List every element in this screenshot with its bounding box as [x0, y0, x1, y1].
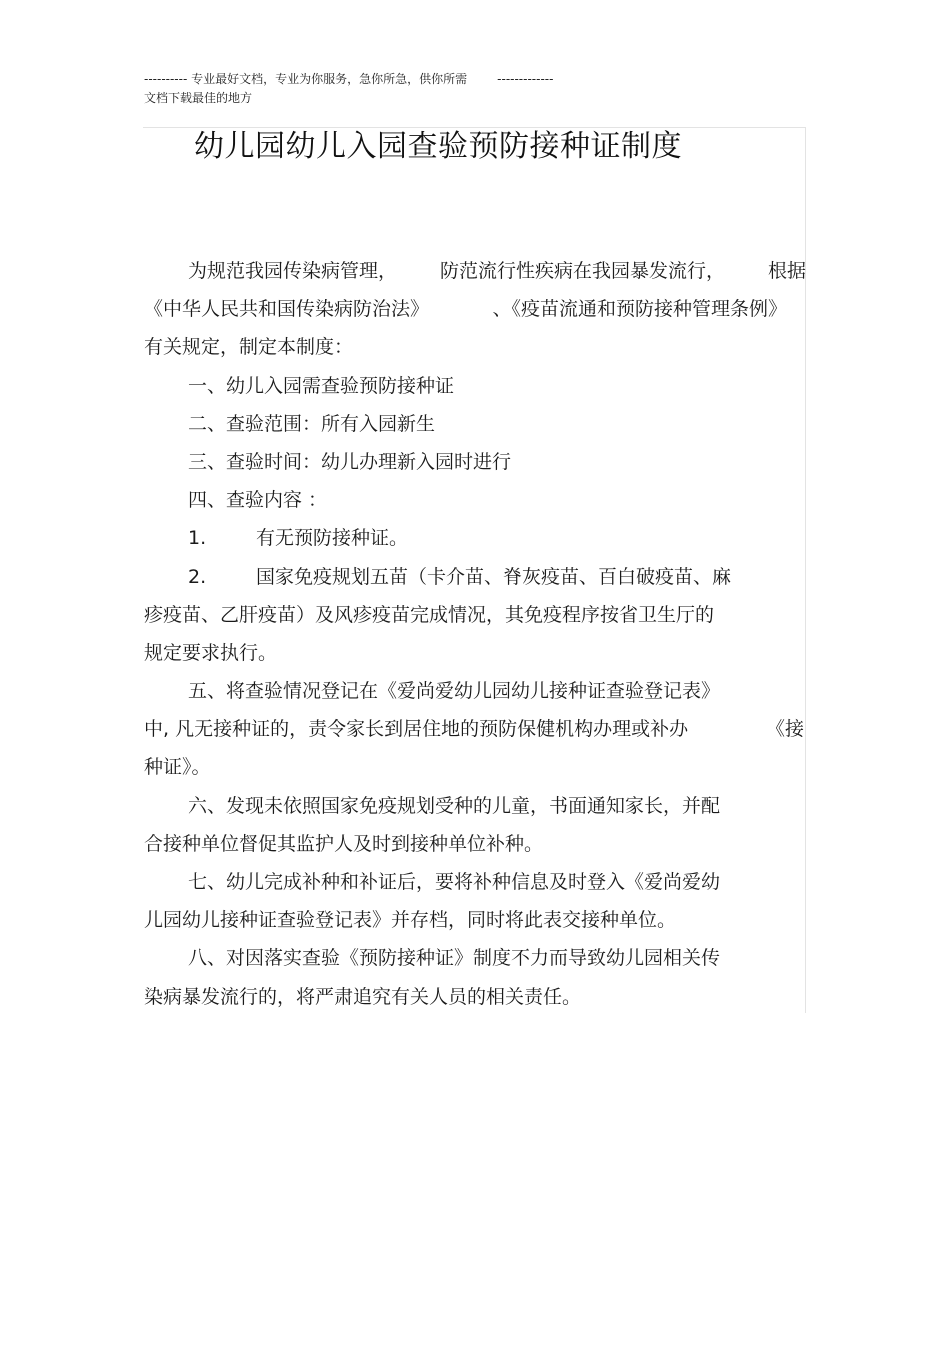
- sub-item-2-line-1: [144, 558, 806, 596]
- intro-line-1: [144, 252, 806, 290]
- item-1: 一、幼儿入园需查验预防接种证: [188, 374, 455, 397]
- intro-l2-a: 《中华人民共和国传染病防治法》: [144, 298, 430, 321]
- item-7-line-2: 儿园幼儿接种证查验登记表》并存档，同时将此表交接种单位。: [144, 909, 677, 932]
- intro-l1-c: 根据: [767, 260, 806, 282]
- item-3: 三、查验时间：幼儿办理新入园时进行: [188, 450, 512, 473]
- item-4: 四、查验内容 ：: [188, 489, 328, 512]
- header-line-2: 文档下载最佳的地方: [144, 91, 253, 105]
- item-5-l2-b: 《接: [765, 718, 804, 741]
- document-body: [144, 252, 806, 1016]
- header-line-1: [144, 70, 553, 89]
- item-5-line-1: 五、将查验情况登记在《爱尚爱幼儿园幼儿接种证查验登记表》: [188, 680, 721, 703]
- item-7-line-1: 七、幼儿完成补种和补证后，要将补种信息及时登入《爱尚爱幼: [188, 871, 721, 893]
- item-6-line-2: 合接种单位督促其监护人及时到接种单位补种。: [144, 832, 544, 855]
- item-5-l2-a: 中, 凡无接种证的，责令家长到居住地的预防保健机构办理或补办: [144, 718, 689, 741]
- item-8-line-2: 染病暴发流行的，将严肃追究有关人员的相关责任。: [144, 985, 582, 1008]
- sub-item-2-text: 国家免疫规划五苗（卡介苗、脊灰疫苗、百白破疫苗、麻: [256, 565, 732, 588]
- intro-l2-b: 、《疫苗流通和预防接种管理条例》: [492, 298, 787, 321]
- sub-item-1: [144, 519, 806, 557]
- sub-item-2-line-2: 疹疫苗、乙肝疫苗）及风疹疫苗完成情况，其免疫程序按省卫生厅的: [144, 603, 715, 626]
- item-8-line-1: 八、对因落实查验《预防接种证》制度不力而导致幼儿园相关传: [188, 947, 721, 970]
- item-6-line-1: 六、发现未依照国家免疫规划受种的儿童，书面通知家长，并配: [188, 794, 721, 817]
- sub-item-2-line-3: 规定要求执行。: [144, 641, 278, 664]
- header-slogan: 专业最好文档，专业为你服务，急你所急，供你所需: [191, 72, 468, 86]
- item-5-line-3: 种证》。: [144, 756, 211, 779]
- intro-l1-a: 为规范我园传染病管理，: [188, 260, 398, 282]
- intro-line-3: 有关规定，制定本制度：: [144, 336, 354, 359]
- header-dashes-right: -------------: [497, 72, 554, 86]
- item-2: 二、查验范围：所有入园新生: [188, 412, 436, 435]
- header-dashes-left: ----------: [144, 72, 188, 86]
- page-header: [144, 70, 553, 108]
- item-5-line-2: [144, 710, 804, 748]
- document-title: 幼儿园幼儿入园查验预防接种证制度: [194, 129, 682, 164]
- sub-item-1-number: 1.: [188, 527, 207, 550]
- sub-item-2-number: 2.: [188, 565, 207, 588]
- intro-line-2: [144, 290, 787, 328]
- sub-item-1-text: 有无预防接种证。: [256, 527, 409, 550]
- intro-l1-b: 防范流行性疾病在我园暴发流行，: [439, 260, 725, 282]
